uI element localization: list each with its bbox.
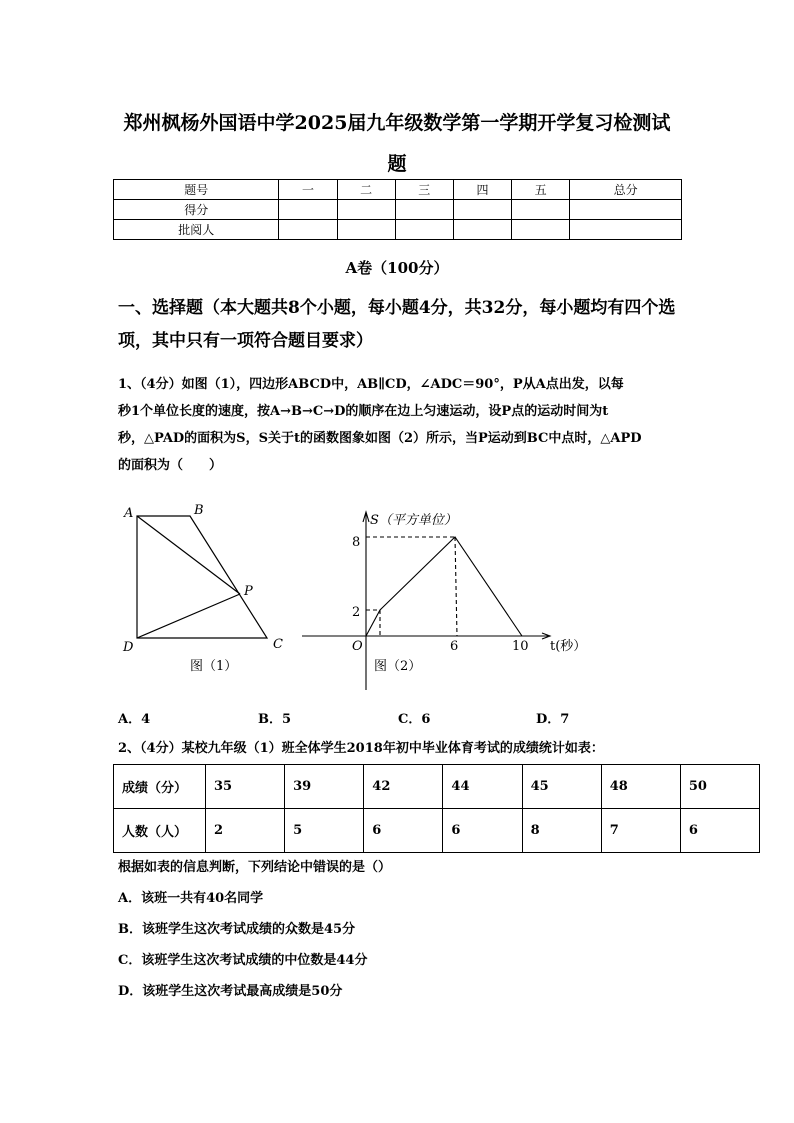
title-line-2: 题 bbox=[387, 153, 407, 175]
table-row bbox=[114, 765, 760, 809]
table-cell: 50 bbox=[680, 765, 759, 809]
table-cell: 42 bbox=[364, 765, 443, 809]
table-cell: 39 bbox=[285, 765, 364, 809]
label-b: B bbox=[194, 503, 204, 518]
q1-option-a: A．4 bbox=[118, 712, 151, 727]
fig2-caption: 图（2） bbox=[374, 659, 422, 674]
label-c: C bbox=[273, 637, 283, 652]
q2-intro: 2、（4分）某校九年级（1）班全体学生2018年初中毕业体育考试的成绩统计如表： bbox=[118, 741, 604, 756]
text-line: 的面积为（ ） bbox=[118, 458, 223, 473]
table-cell: 6 bbox=[680, 809, 759, 853]
table-cell: 2 bbox=[206, 809, 285, 853]
table-cell: 45 bbox=[522, 765, 601, 809]
section-a-heading: A卷（100分） bbox=[345, 259, 449, 277]
table-cell: 6 bbox=[364, 809, 443, 853]
q2-body bbox=[118, 852, 678, 1007]
q1-option-d: D．7 bbox=[536, 712, 570, 727]
y-tick-8: 8 bbox=[352, 535, 361, 550]
table-cell: 二 bbox=[337, 180, 395, 200]
label-a: A bbox=[124, 506, 134, 521]
table-cell: 四 bbox=[453, 180, 511, 200]
table-cell: 成绩（分） bbox=[114, 765, 206, 809]
table-cell: 一 bbox=[279, 180, 337, 200]
table-cell: 6 bbox=[443, 809, 522, 853]
label-d: D bbox=[123, 640, 134, 655]
figure-2-graph bbox=[302, 512, 550, 690]
figure-1-trapezoid bbox=[137, 516, 267, 638]
table-cell: 题号 bbox=[114, 180, 279, 200]
table-cell: 5 bbox=[285, 809, 364, 853]
fig1-caption: 图（1） bbox=[190, 659, 238, 674]
origin-label: O bbox=[352, 639, 363, 654]
table-cell: 35 bbox=[206, 765, 285, 809]
x-tick-10: 10 bbox=[512, 639, 529, 654]
table-cell: 8 bbox=[522, 809, 601, 853]
table-cell: 7 bbox=[601, 809, 680, 853]
y-tick-2: 2 bbox=[352, 605, 361, 620]
table-cell: 48 bbox=[601, 765, 680, 809]
q2-option-b: B．该班学生这次考试成绩的众数是45分 bbox=[118, 922, 356, 937]
table-cell: 五 bbox=[512, 180, 570, 200]
part1-heading: 一、选择题（本大题共8个小题，每小题4分，共32分，每小题均有四个选项，其中只有一项符合题目要求） bbox=[118, 298, 676, 351]
q2-option-a: A．该班一共有40名同学 bbox=[118, 891, 264, 906]
table-cell: 得分 bbox=[114, 200, 279, 220]
q2-option-c: C．该班学生这次考试成绩的中位数是44分 bbox=[118, 953, 368, 968]
x-tick-6: 6 bbox=[450, 639, 459, 654]
text-line: 秒1个单位长度的速度，按A→B→C→D的顺序在边上匀速运动，设P点的运动时间为t bbox=[118, 404, 609, 419]
table-cell: 总分 bbox=[570, 180, 682, 200]
q1-option-c: C．6 bbox=[398, 712, 431, 727]
text-line: 秒，△PAD的面积为S，S关于t的函数图象如图（2）所示，当P运动到BC中点时，△APD bbox=[118, 431, 642, 446]
table-row bbox=[114, 809, 760, 853]
table-cell: 人数（人） bbox=[114, 809, 206, 853]
q2-score-table bbox=[113, 764, 760, 853]
label-p: P bbox=[244, 584, 253, 599]
title-line-1: 郑州枫杨外国语中学2025届九年级数学第一学期开学复习检测试 bbox=[123, 112, 671, 134]
text-line: 1、（4分）如图（1），四边形ABCD中，AB∥CD，∠ADC＝90°，P从A点出发，以每 bbox=[118, 377, 624, 392]
table-cell: 三 bbox=[395, 180, 453, 200]
table-cell: 批阅人 bbox=[114, 220, 279, 240]
q2-question: 根据如表的信息判断，下列结论中错误的是（） bbox=[118, 860, 392, 875]
q2-option-d: D．该班学生这次考试最高成绩是50分 bbox=[118, 984, 343, 999]
table-cell: 44 bbox=[443, 765, 522, 809]
x-axis-label: t(秒） bbox=[550, 639, 587, 654]
q1-option-b: B．5 bbox=[258, 712, 292, 727]
y-axis-label: S（平方单位） bbox=[370, 513, 457, 528]
